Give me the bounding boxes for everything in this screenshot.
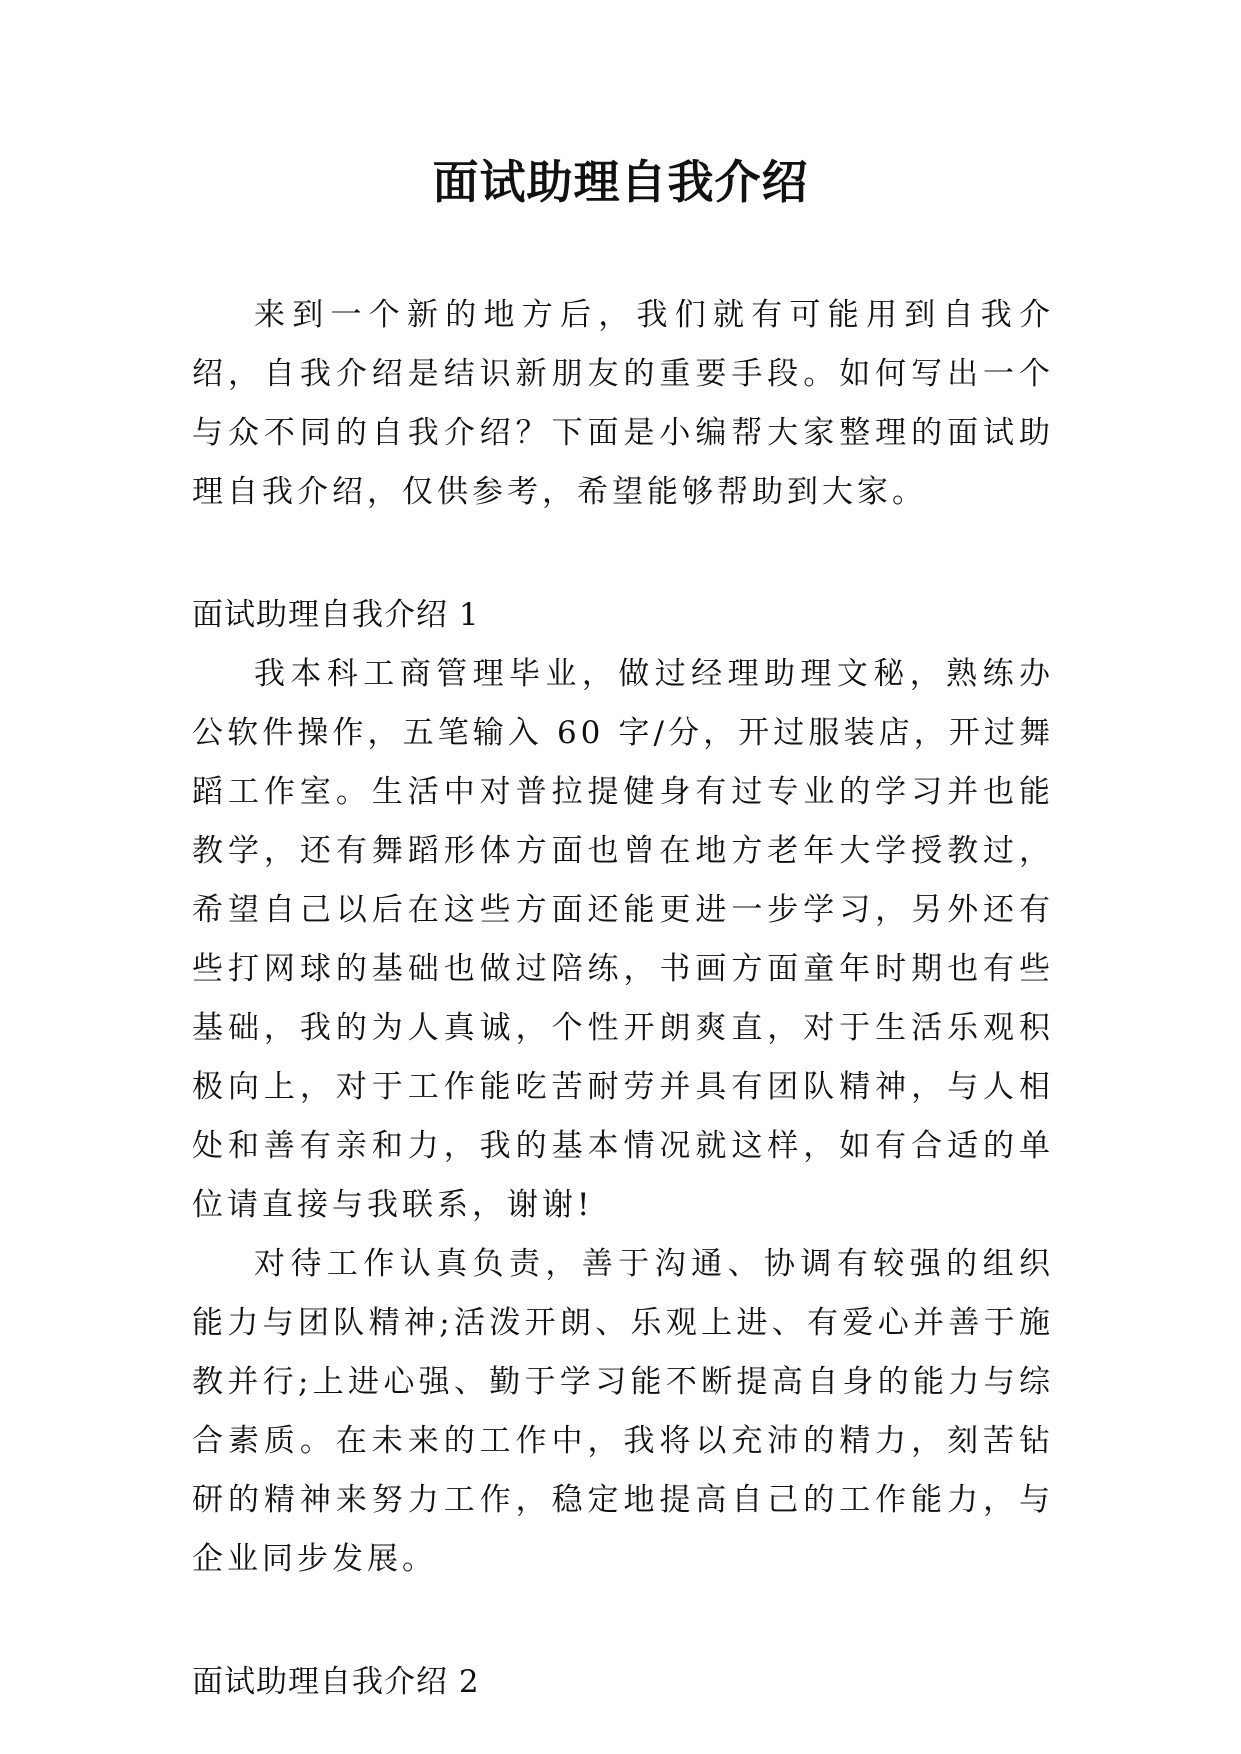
section-1-paragraph-2: 对待工作认真负责，善于沟通、协调有较强的组织能力与团队精神;活泼开朗、乐观上进、有爱心并善于施教并行;上进心强、勤于学习能不断提高自身的能力与综合素质。在未来的工作中，我将以充沛的精力，刻苦钻研的精神来努力工作，稳定地提高自己的工作能力，与企业同步发展。	[192, 1246, 1054, 1577]
section-2-heading: 面试助理自我介绍 2	[192, 1664, 480, 1700]
section-1-heading: 面试助理自我介绍 1	[192, 597, 480, 633]
document-title: 面试助理自我介绍	[432, 155, 809, 209]
section-1-paragraph-1: 我本科工商管理毕业，做过经理助理文秘，熟练办公软件操作，五笔输入 60 字/分，开过服装店，开过舞蹈工作室。生活中对普拉提健身有过专业的学习并也能教学，还有舞蹈形体方面也曾在地方老年大学授教过，希望自己以后在这些方面还能更进一步学习，另外还有些打网球的基础也做过陪练，书画方面童年时期也有些基础，我的为人真诚，个性开朗爽直，对于生活乐观积极向上，对于工作能吃苦耐劳并具有团队精神，与人相处和善有亲和力，我的基本情况就这样，如有合适的单位请直接与我联系，谢谢!	[192, 656, 1054, 1223]
intro-paragraph: 来到一个新的地方后，我们就有可能用到自我介绍，自我介绍是结识新朋友的重要手段。如何写出一个与众不同的自我介绍？下面是小编帮大家整理的面试助理自我介绍，仅供参考，希望能够帮助到大家。	[192, 297, 1054, 510]
section-spacer	[192, 522, 1054, 586]
document-body	[192, 286, 1054, 1712]
section-spacer	[192, 1589, 1054, 1653]
